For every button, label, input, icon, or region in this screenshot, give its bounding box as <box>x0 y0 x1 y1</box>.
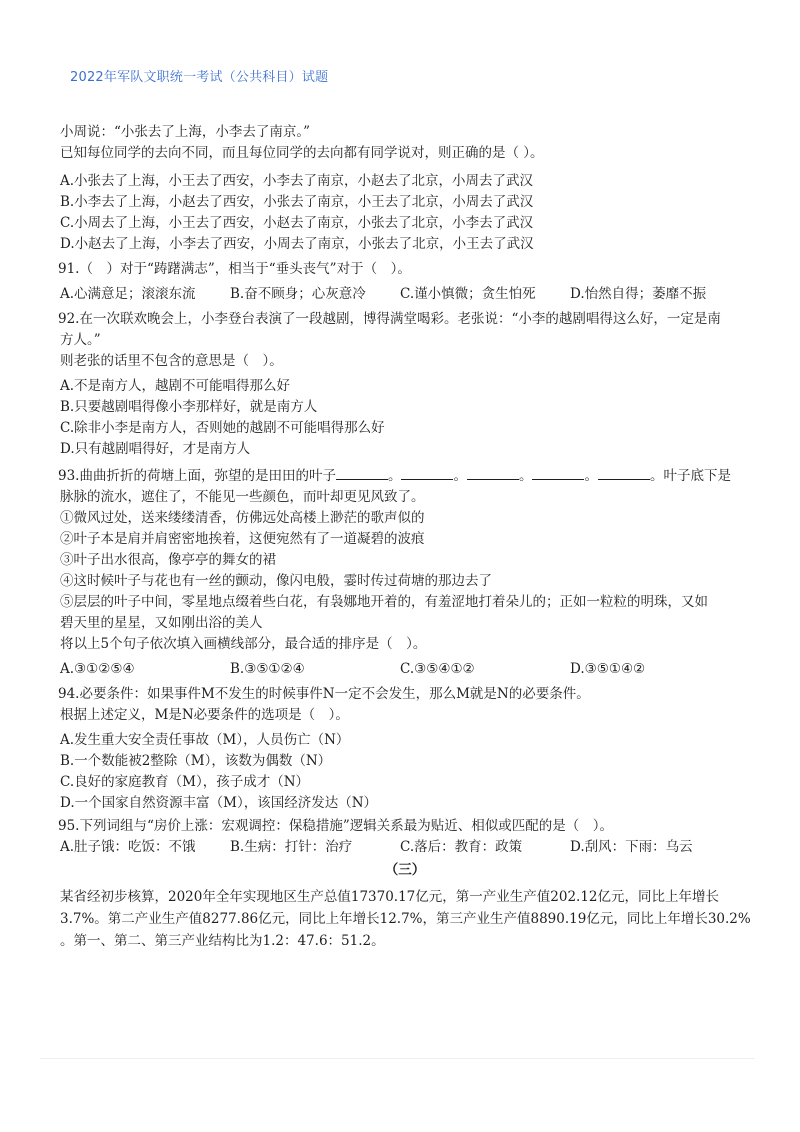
q93-blank-2 <box>401 466 453 480</box>
q93-separator-4: 。 <box>584 468 598 484</box>
q90-option-b: B.小李去了上海，小赵去了西安，小张去了南京，小王去了北京，小周去了武汉 <box>60 194 534 210</box>
q95-option-a: A.肚子饿：吃饭：不饿 <box>60 839 196 855</box>
q90-option-a: A.小张去了上海，小王去了西安，小李去了南京，小赵去了北京，小周去了武汉 <box>60 173 534 189</box>
footer-divider <box>40 1058 755 1059</box>
q93-stem-line2: 脉脉的流水，遮住了，不能见一些颜色，而叶却更见风致了。 <box>60 489 425 505</box>
q93-sentence-2: ②叶子本是肩并肩密密地挨着，这便宛然有了一道凝碧的波痕 <box>60 531 425 547</box>
q95-options <box>60 837 750 858</box>
q93-option-a: A.③①②⑤④ <box>60 661 135 677</box>
q95-option-d: D.刮风：下雨：乌云 <box>570 839 693 855</box>
q93-options <box>60 659 750 680</box>
q92-stem-line1: 92.在一次联欢晚会上，小李登台表演了一段越剧，博得满堂喝彩。老张说：“小李的越剧唱得这么好，一定是南 <box>58 311 721 327</box>
q92-question: 则老张的话里不包含的意思是（ ）。 <box>60 353 283 369</box>
q93-blank-5 <box>598 466 650 480</box>
q93-sentence-5a: ⑤层层的叶子中间，零星地点缀着些白花，有袅娜地开着的，有羞涩地打着朵儿的；正如一粒粒的明珠，又如 <box>60 594 708 610</box>
q92-option-c: C.除非小李是南方人，否则她的越剧不可能唱得那么好 <box>60 420 385 436</box>
q93-separator-2: 。 <box>453 468 467 484</box>
q93-sentence-1: ①微风过处，送来缕缕清香，仿佛远处高楼上渺茫的歌声似的 <box>60 510 425 526</box>
q93-sentence-4: ④这时候叶子与花也有一丝的颤动，像闪电般，霎时传过荷塘的那边去了 <box>60 573 492 589</box>
document-content <box>60 122 750 952</box>
q93-blank-3 <box>467 466 519 480</box>
section-3-para-line2: 3.7%。第二产业生产值8277.86亿元，同比上年增长12.7%，第三产业生产值8890.19亿元，同比上年增长30.2% <box>60 911 751 927</box>
q90-line1: 小周说：“小张去了上海，小李去了南京。” <box>60 124 311 140</box>
q91-option-b: B.奋不顾身；心灰意冷 <box>230 286 366 302</box>
q93-option-b: B.③⑤①②④ <box>230 661 305 677</box>
q93-stem-end: 。叶子底下是 <box>649 468 731 484</box>
q92-option-a: A.不是南方人，越剧不可能唱得那么好 <box>60 378 291 394</box>
q95-option-c: C.落后：教育：政策 <box>400 839 523 855</box>
q93-stem-line1 <box>58 466 750 487</box>
q91-option-c: C.谨小慎微；贪生怕死 <box>400 286 536 302</box>
q92-option-b: B.只要越剧唱得像小李那样好，就是南方人 <box>60 399 318 415</box>
q91-stem: 91.（ ）对于“踌躇满志”，相当于“垂头丧气”对于（ ）。 <box>58 261 411 277</box>
q92-stem-line2: 方人。” <box>60 332 101 348</box>
document-header-title: 2022年军队文职统一考试（公共科目）试题 <box>70 70 329 85</box>
q93-separator-3: 。 <box>518 468 533 484</box>
q91-options <box>60 284 750 305</box>
q93-blank-4 <box>532 466 584 480</box>
q93-question: 将以上5个句子依次填入画横线部分，最合适的排序是（ ）。 <box>60 636 427 652</box>
q93-blank-1 <box>336 466 388 480</box>
section-3-para-line1: 某省经初步核算，2020年全年实现地区生产总值17370.17亿元，第一产业生产值202.12亿元，同比上年增长 <box>60 889 720 905</box>
q91-option-d: D.怡然自得；萎靡不振 <box>570 286 707 302</box>
q94-option-a: A.发生重大安全责任事故（M），人员伤亡（N） <box>60 732 350 748</box>
q93-separator-1: 。 <box>387 468 402 484</box>
q91-option-a: A.心满意足；滚滚东流 <box>60 286 196 302</box>
q94-option-d: D.一个国家自然资源丰富（M），该国经济发达（N） <box>60 795 378 811</box>
q90-option-c: C.小周去了上海，小王去了西安，小赵去了南京，小张去了北京，小李去了武汉 <box>60 215 534 231</box>
q94-option-c: C.良好的家庭教育（M），孩子成才（N） <box>60 774 310 790</box>
section-3-title: （三） <box>384 862 426 878</box>
q93-option-c: C.③⑤④①② <box>400 661 475 677</box>
q93-sentence-5b: 碧天里的星星，又如刚出浴的美人 <box>60 615 263 631</box>
q94-option-b: B.一个数能被2整除（M），该数为偶数（N） <box>60 753 332 769</box>
q92-option-d: D.只有越剧唱得好，才是南方人 <box>60 441 251 457</box>
q93-stem-start: 93.曲曲折折的荷塘上面，弥望的是田田的叶子 <box>58 468 336 484</box>
section-3-para-line3: 。第一、第二、第三产业结构比为1.2：47.6：51.2。 <box>60 933 385 949</box>
q93-sentence-3: ③叶子出水很高，像亭亭的舞女的裙 <box>60 552 276 568</box>
q95-stem: 95.下列词组与“房价上涨：宏观调控：保稳措施”逻辑关系最为贴近、相似或匹配的是（ ）。 <box>58 818 614 834</box>
q93-option-d: D.③⑤①④② <box>570 661 646 677</box>
q90-line2: 已知每位同学的去向不同，而且每位同学的去向都有同学说对，则正确的是（ ）。 <box>60 145 544 161</box>
q94-stem: 94.必要条件：如果事件M不发生的时候事件N一定不会发生，那么M就是N的必要条件。 <box>58 686 590 702</box>
q90-option-d: D.小赵去了上海，小李去了西安，小周去了南京，小张去了北京，小王去了武汉 <box>60 236 534 252</box>
q95-option-b: B.生病：打针：治疗 <box>230 839 353 855</box>
q94-question: 根据上述定义，M是N必要条件的选项是（ ）。 <box>60 707 349 723</box>
